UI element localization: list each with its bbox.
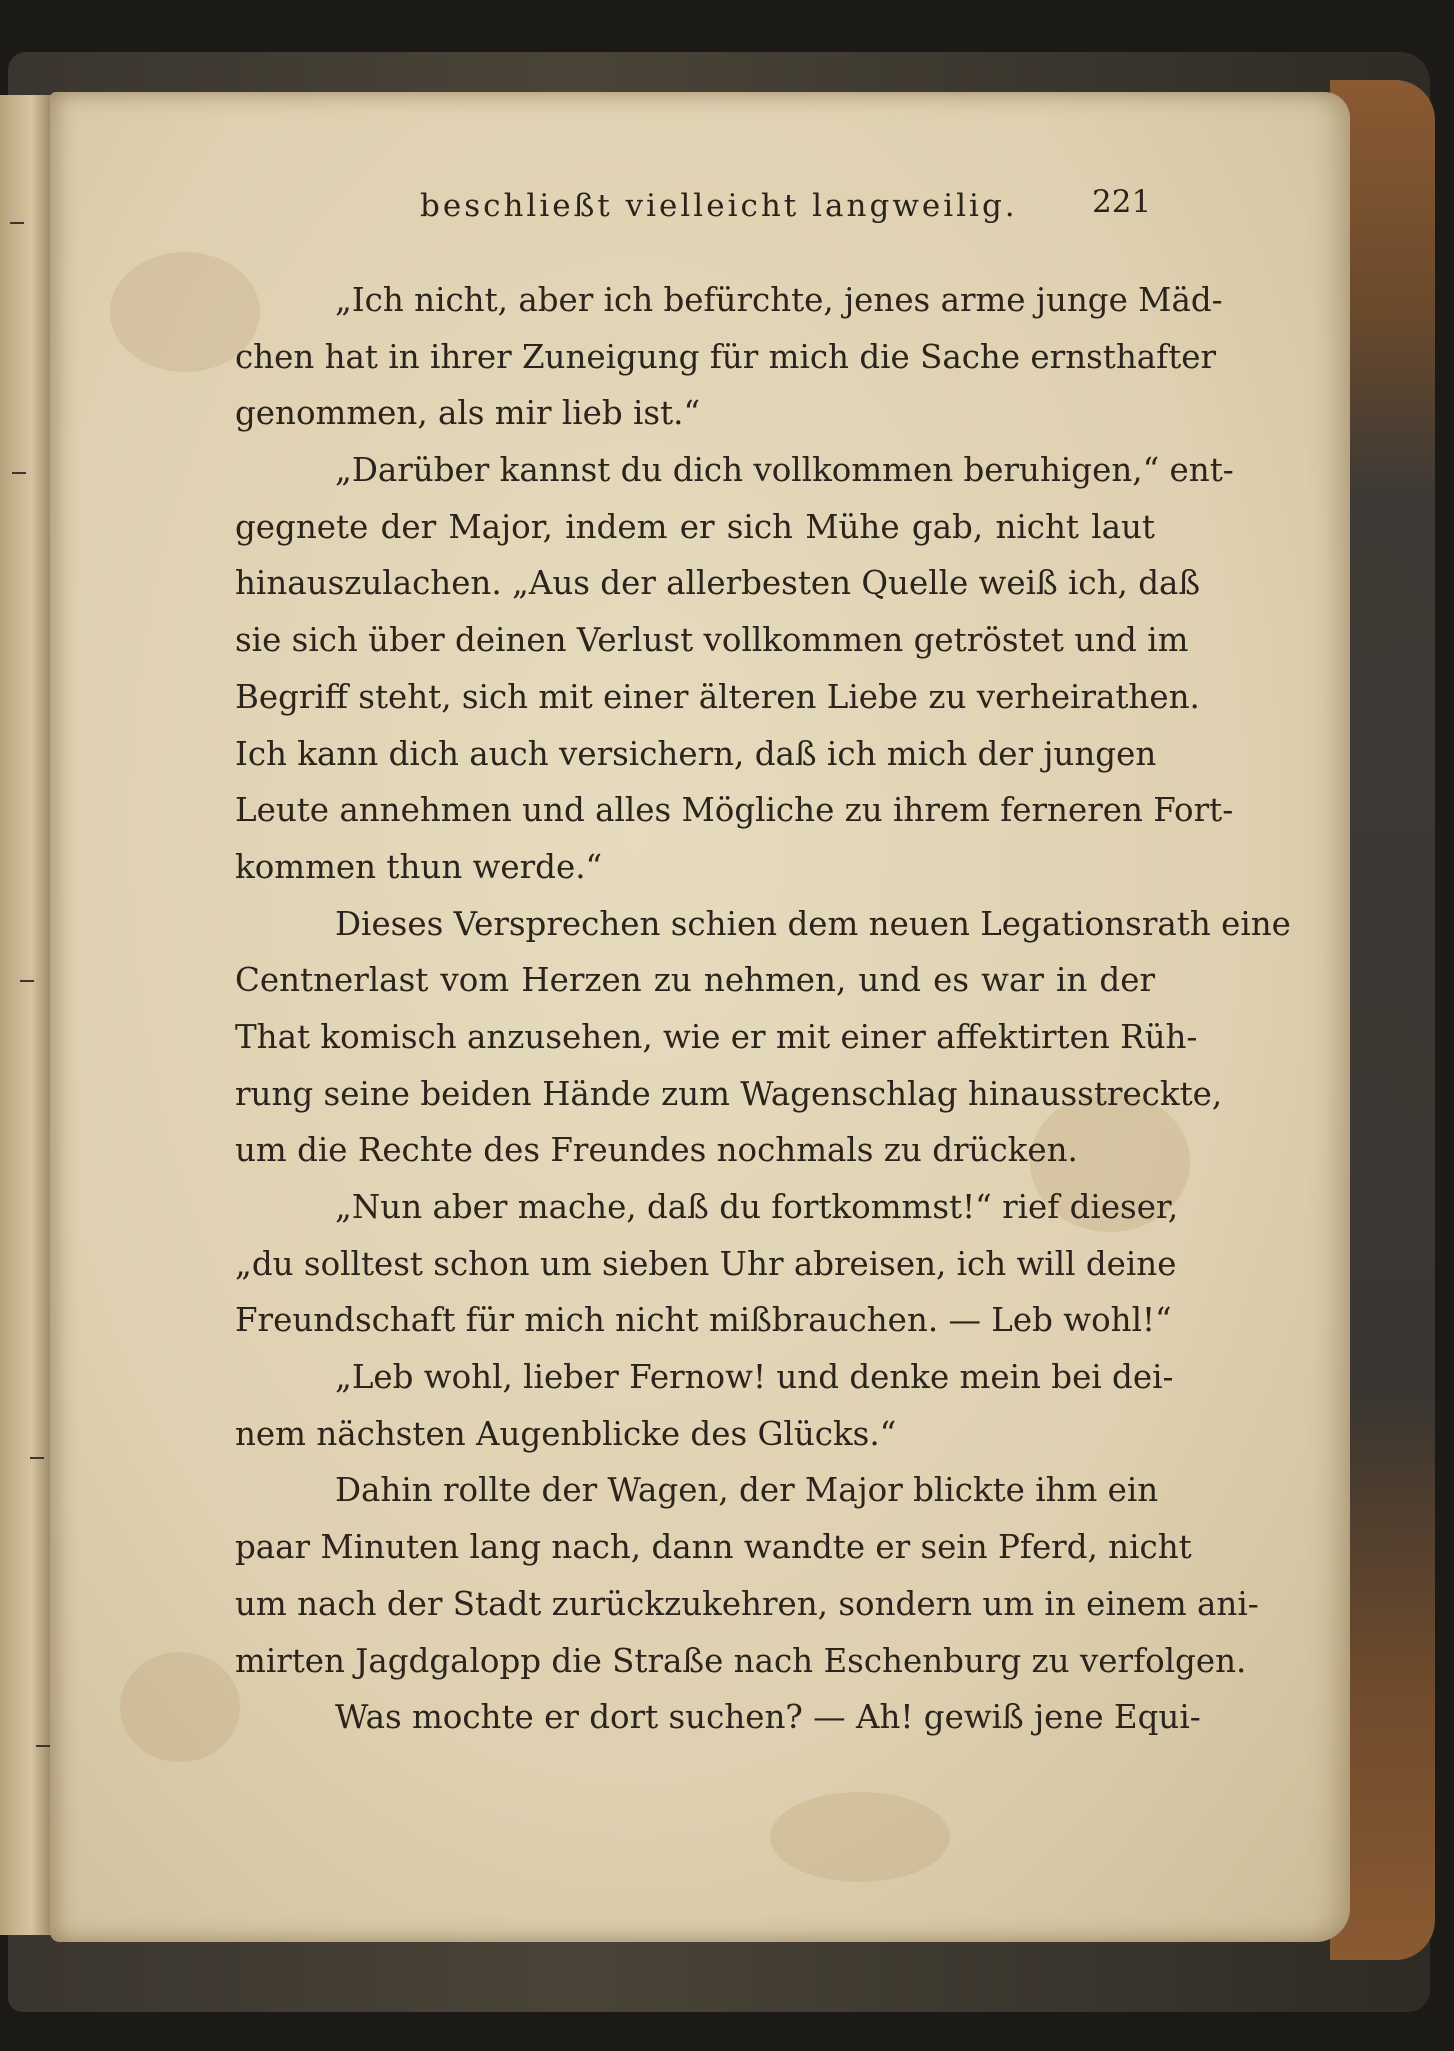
margin-mark (12, 472, 26, 474)
margin-mark (36, 1745, 50, 1747)
margin-mark (30, 1457, 44, 1459)
text-line: „du solltest schon um sieben Uhr abreisen, ich will deine (235, 1244, 1177, 1283)
facing-page-edge (0, 95, 52, 1935)
text-line: That komisch anzusehen, wie er mit einer affektirten Rüh- (235, 1017, 1198, 1056)
text-line: nem nächsten Augenblicke des Glücks.“ (235, 1414, 897, 1453)
text-line: „Darüber kannst du dich vollkommen beruhigen,“ ent- (335, 451, 1234, 490)
text-line: Dieses Versprechen schien dem neuen Legationsrath eine (335, 904, 1291, 943)
text-line: rung seine beiden Hände zum Wagenschlag hinausstreckte, (235, 1074, 1223, 1113)
text-line: sie sich über deinen Verlust vollkommen getröstet und im (235, 621, 1189, 660)
text-line: Leute annehmen und alles Mögliche zu ihrem ferneren Fort- (235, 791, 1234, 830)
running-head: beschließt vielleicht langweilig. (420, 188, 1018, 224)
text-line: Ich kann dich auch versichern, daß ich mich der jungen (235, 734, 1157, 773)
running-header (0, 184, 1454, 236)
text-line: „Ich nicht, aber ich befürchte, jenes arme junge Mäd- (335, 281, 1223, 319)
text-line: kommen thun werde.“ (235, 847, 603, 886)
foxing-stain (770, 1792, 950, 1882)
text-line: Centnerlast vom Herzen zu nehmen, und es war in der (235, 961, 1155, 1000)
text-line: gegnete der Major, indem er sich Mühe gab, nicht laut (235, 507, 1155, 546)
text-line: „Leb wohl, lieber Fernow! und denke mein bei dei- (335, 1358, 1174, 1397)
text-line: mirten Jagdgalopp die Straße nach Eschenburg zu verfolgen. (235, 1641, 1247, 1680)
text-line: um die Rechte des Freundes nochmals zu drücken. (235, 1131, 1078, 1170)
margin-mark (20, 980, 34, 982)
text-line: Freundschaft für mich nicht mißbrauchen. — Leb wohl!“ (235, 1301, 1172, 1340)
text-line: chen hat in ihrer Zuneigung für mich die Sache ernsthafter (235, 337, 1217, 376)
text-line: hinauszulachen. „Aus der allerbesten Quelle weiß ich, daß (235, 564, 1201, 603)
foxing-stain (120, 1652, 240, 1762)
text-line: paar Minuten lang nach, dann wandte er sein Pferd, nicht (235, 1528, 1192, 1567)
text-line: Begriff steht, sich mit einer älteren Liebe zu verheirathen. (235, 677, 1200, 716)
text-line: Dahin rollte der Wagen, der Major blickte ihm ein (335, 1471, 1159, 1510)
text-line: genommen, als mir lieb ist.“ (235, 394, 701, 433)
body-text (235, 272, 1291, 1746)
page-number: 221 (1092, 184, 1152, 220)
text-line: Was mochte er dort suchen? — Ah! gewiß jene Equi- (335, 1698, 1201, 1737)
text-line: um nach der Stadt zurückzukehren, sondern um in einem ani- (235, 1584, 1259, 1623)
text-line: „Nun aber mache, daß du fortkommst!“ rief dieser, (335, 1188, 1179, 1226)
